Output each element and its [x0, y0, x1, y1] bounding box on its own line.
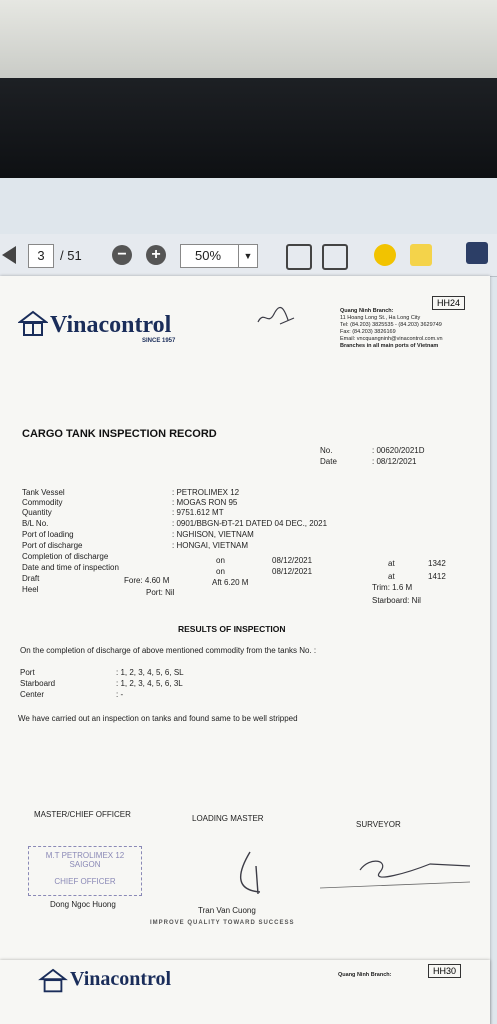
field-value: : 9751.612 MT: [172, 508, 224, 517]
viewer-toolbar: [0, 234, 497, 277]
initials-signature: [254, 304, 304, 332]
branch-line: 11 Hoang Long St., Ha Long City: [340, 315, 421, 321]
draft-aft: Aft 6.20 M: [212, 578, 249, 587]
brand-name: Vinacontrol: [50, 312, 172, 338]
brand-name: Vinacontrol: [70, 968, 172, 990]
monitor-bezel: [0, 78, 497, 178]
branch-line: Fax: (84.203) 3826169: [340, 329, 396, 335]
vinacontrol-logo-icon: [38, 968, 68, 996]
tank-label: Center: [20, 690, 45, 699]
brand-since: SINCE 1957: [142, 338, 176, 344]
field-label: Date and time of inspection: [22, 563, 119, 572]
ship-stamp: [28, 846, 142, 896]
background-wall: [0, 0, 497, 80]
tank-value: : 1, 2, 3, 4, 5, 6, 3L: [116, 679, 183, 688]
document-page: [0, 276, 490, 1024]
branch-line: Tel: (84.203) 3825535 - (84.203) 3629749: [340, 322, 442, 328]
tank-value: : 1, 2, 3, 4, 5, 6, SL: [116, 668, 184, 677]
zoom-in-button[interactable]: +: [146, 245, 166, 265]
inspection-date: 08/12/2021: [272, 567, 313, 576]
results-intro: On the completion of discharge of above mentioned commodity from the tanks No. :: [20, 646, 317, 655]
field-label: Commodity: [22, 498, 63, 507]
text-markup-icon[interactable]: [410, 244, 432, 266]
date-label: Date: [320, 457, 337, 466]
branch-line: Email: vncquangninh@vinacontrol.com.vn: [340, 336, 443, 342]
inspection-on: on: [216, 567, 225, 576]
stamp-line: CHIEF OFFICER: [54, 877, 116, 886]
completion-date: 08/12/2021: [272, 556, 313, 565]
field-value: : 0901/BBGN-ĐT-21 DATED 04 DEC., 2021: [172, 519, 328, 528]
expand-icon[interactable]: [466, 242, 488, 264]
no-value: : 00620/2021D: [372, 446, 425, 455]
field-label: Port of discharge: [22, 541, 83, 550]
stamp-line: SAIGON: [69, 860, 101, 869]
field-label: Tank Vessel: [22, 488, 65, 497]
field-value: : PETROLIMEX 12: [172, 488, 240, 497]
chevron-down-icon: ▼: [238, 245, 257, 267]
tank-label: Starboard: [20, 679, 56, 688]
completion-at: at: [388, 559, 395, 568]
completion-on: on: [216, 556, 225, 565]
tank-label: Port: [20, 668, 35, 677]
pdf-viewer: [0, 178, 497, 1024]
branch-line: Branches in all main ports of Vietnam: [340, 343, 439, 349]
prev-page-icon[interactable]: [2, 246, 16, 264]
field-value: : HONGAI, VIETNAM: [172, 541, 249, 550]
tank-value: : -: [116, 690, 124, 699]
field-value: : MOGAS RON 95: [172, 498, 238, 507]
inspection-statement: We have carried out an inspection on tanks and found same to be well stripped: [18, 714, 298, 723]
surveyor-label: SURVEYOR: [356, 820, 401, 829]
heel-starboard: Starboard: Nil: [372, 596, 421, 605]
inspection-at: at: [388, 572, 395, 581]
field-label: Heel: [22, 585, 39, 594]
page-number-input[interactable]: 3: [28, 244, 54, 268]
comment-icon[interactable]: [374, 244, 396, 266]
branch-line: Quang Ninh Branch:: [340, 308, 394, 314]
draft-fore: Fore: 4.60 M: [124, 576, 170, 585]
field-label: Draft: [22, 574, 40, 583]
master-label: MASTER/CHIEF OFFICER: [34, 810, 131, 819]
signatures: [220, 842, 480, 906]
field-label: Completion of discharge: [22, 552, 109, 561]
no-label: No.: [320, 446, 333, 455]
next-document-page: [0, 960, 490, 1024]
field-label: Quantity: [22, 508, 52, 517]
completion-time: 1342: [428, 559, 446, 568]
master-name: Dong Ngoc Huong: [50, 900, 116, 909]
document-title: CARGO TANK INSPECTION RECORD: [22, 428, 217, 440]
heel-port: Port: Nil: [146, 588, 175, 597]
footer-slogan: IMPROVE QUALITY TOWARD SUCCESS: [150, 920, 295, 926]
field-label: Port of loading: [22, 530, 74, 539]
zoom-value: 50%: [195, 248, 222, 263]
branch-line: Quang Ninh Branch:: [338, 972, 392, 978]
zoom-out-button[interactable]: −: [112, 245, 132, 265]
loading-master-label: LOADING MASTER: [192, 814, 264, 823]
field-label: B/L No.: [22, 519, 49, 528]
results-heading: RESULTS OF INSPECTION: [178, 624, 286, 634]
form-code: HH30: [428, 964, 461, 978]
inspection-time: 1412: [428, 572, 446, 581]
stamp-line: M.T PETROLIMEX 12: [45, 851, 125, 860]
draft-trim: Trim: 1.6 M: [372, 583, 413, 592]
fit-width-icon[interactable]: [286, 244, 312, 270]
page-total: / 51: [60, 248, 82, 263]
vinacontrol-logo-icon: [18, 310, 48, 340]
form-code: HH24: [432, 296, 465, 310]
field-value: : NGHISON, VIETNAM: [172, 530, 254, 539]
zoom-select[interactable]: [180, 244, 258, 268]
fit-page-icon[interactable]: [322, 244, 348, 270]
date-value: : 08/12/2021: [372, 457, 417, 466]
loading-master-name: Tran Van Cuong: [198, 906, 256, 915]
